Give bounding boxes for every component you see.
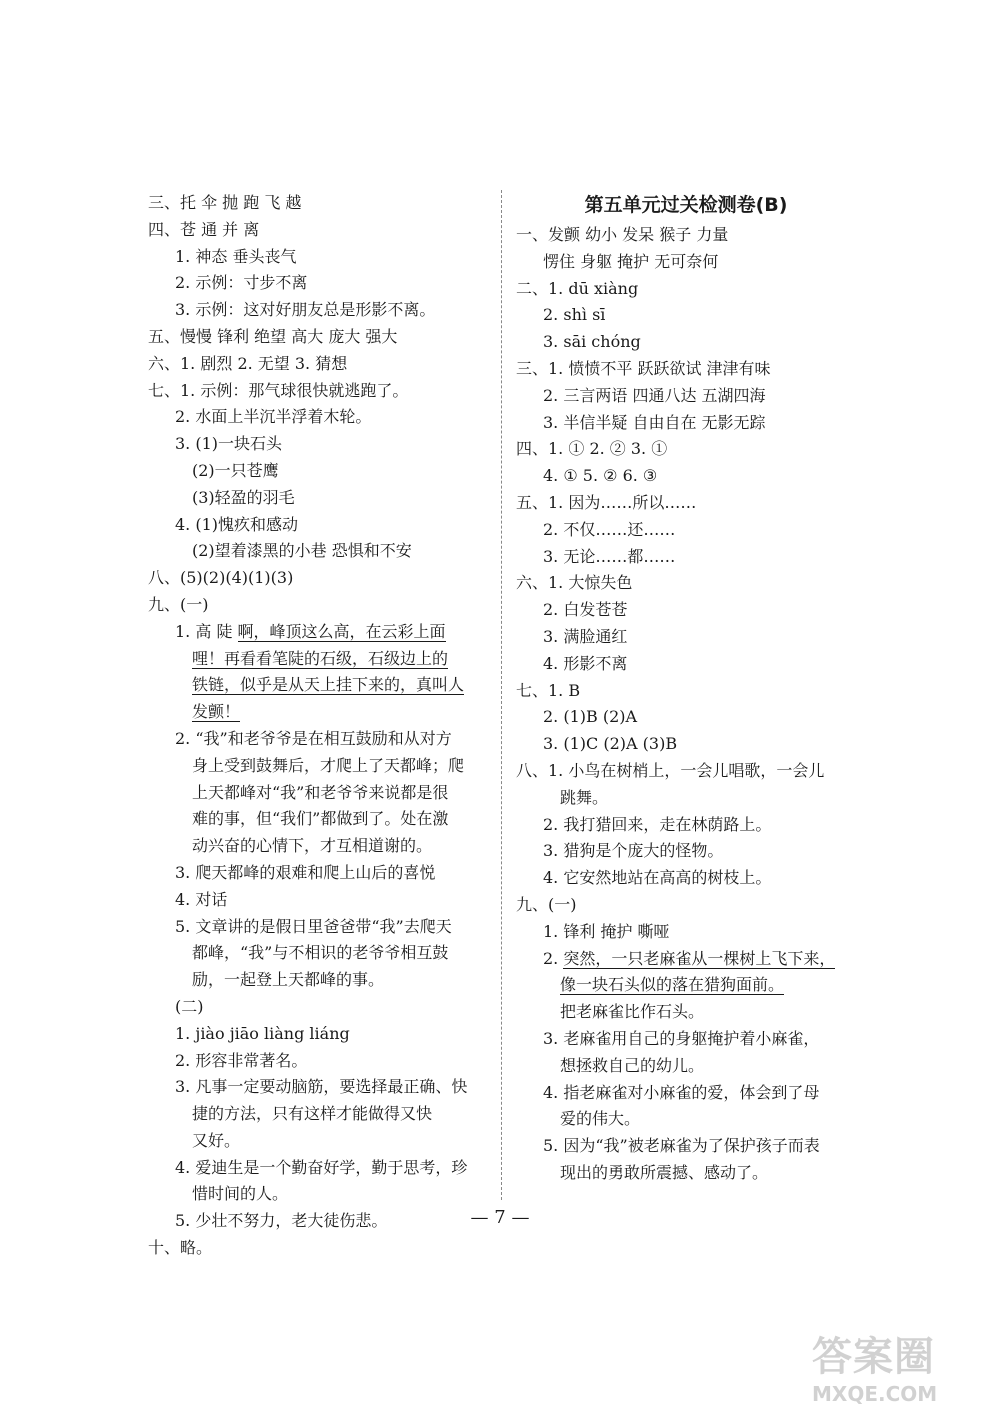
right-column — [516, 190, 856, 1187]
answer-line — [516, 383, 856, 410]
answer-line — [148, 646, 488, 673]
watermark-logo-text: 答案圈 — [812, 1334, 935, 1380]
answer-line — [148, 351, 488, 378]
answer-text: 三、托 伞 抛 跑 飞 越 — [148, 193, 302, 212]
answer-text: 4. 指老麻雀对小麻雀的爱，体会到了母 — [543, 1082, 820, 1102]
answer-line — [516, 1160, 856, 1187]
answer-text: 九、(一) — [148, 594, 209, 614]
answer-line — [148, 538, 488, 565]
answer-line — [148, 485, 488, 512]
answer-text: 动兴奋的心情下，才互相道谢的。 — [192, 836, 433, 856]
underlined-answer-text: 哩！再看看笔陡的石级，石级边上的 — [192, 648, 449, 668]
left-column — [148, 190, 488, 1262]
answer-text: 3. (1)一块石头 — [175, 434, 283, 454]
answer-text: 5. 因为“我”被老麻雀为了保护孩子而表 — [543, 1136, 820, 1156]
watermark-url: MXQE.COM — [812, 1382, 938, 1406]
answer-line — [516, 436, 856, 463]
answer-text: (二) — [175, 996, 204, 1016]
answer-text: (3)轻盈的羽毛 — [192, 487, 295, 507]
answer-text: 3. 示例：这对好朋友总是形影不离。 — [175, 300, 436, 320]
answer-line — [516, 624, 856, 651]
answer-text: 惜时间的人。 — [192, 1184, 289, 1204]
answer-line — [516, 758, 856, 785]
answer-text: 把老麻雀比作石头。 — [560, 1002, 705, 1022]
answer-line — [148, 404, 488, 431]
answer-line — [148, 806, 488, 833]
answer-line — [148, 994, 488, 1021]
answer-text: 上天都峰对“我”和老爷爷来说都是很 — [192, 782, 449, 802]
underlined-answer-text: 突然，一只老麻雀从一棵树上飞下来， — [563, 948, 836, 968]
answer-text: 跳舞。 — [560, 787, 609, 807]
answer-text: 二、1. dū xiàng — [516, 278, 639, 298]
answer-line — [516, 651, 856, 678]
answer-line — [516, 972, 856, 999]
answer-text: (2)一只苍鹰 — [192, 460, 279, 480]
underlined-answer-text: 啊，峰顶这么高，在云彩上面 — [237, 621, 446, 641]
answer-line — [516, 302, 856, 329]
answer-line — [148, 619, 488, 646]
answer-text: 一、发颤 幼小 发呆 猴子 力量 — [516, 225, 729, 244]
answer-line — [148, 324, 488, 351]
answer-text: 4. 它安然地站在高高的树枝上。 — [543, 868, 772, 888]
answer-line — [148, 270, 488, 297]
answer-line — [516, 999, 856, 1026]
answer-line — [148, 726, 488, 753]
answer-text: 2. 不仅……还…… — [543, 519, 676, 539]
answer-text: 1. 高 陡 — [175, 621, 238, 641]
answer-line — [148, 1074, 488, 1101]
watermark-logo — [812, 1325, 992, 1410]
answer-line — [148, 753, 488, 780]
answer-text: (2)望着漆黑的小巷 恐惧和不安 — [192, 541, 412, 561]
answer-line — [516, 544, 856, 571]
answer-text: 3. 无论……都…… — [543, 546, 676, 566]
answer-line — [516, 249, 856, 276]
answer-line — [516, 892, 856, 919]
answer-text: 都峰，“我”与不相识的老爷爷相互鼓 — [192, 943, 449, 963]
answer-line — [148, 190, 488, 217]
answer-line — [148, 244, 488, 271]
answer-text: 2. 白发苍苍 — [543, 600, 628, 620]
answer-text: 3. 猎狗是个庞大的怪物。 — [543, 841, 724, 861]
answer-line — [148, 592, 488, 619]
answer-line — [516, 785, 856, 812]
answer-text: 3. 半信半疑 自由自在 无影无踪 — [543, 412, 766, 432]
answer-text: 3. 老麻雀用自己的身躯掩护着小麻雀， — [543, 1028, 820, 1048]
section-title: 第五单元过关检测卷(B) — [584, 194, 788, 216]
answer-text: 十、略。 — [148, 1238, 213, 1258]
answer-text: 六、1. 大惊失色 — [516, 573, 633, 593]
answer-text: 五、1. 因为……所以…… — [516, 492, 697, 512]
answer-text: 2. “我”和老爷爷是在相互鼓励和从对方 — [175, 728, 452, 748]
answer-line — [148, 672, 488, 699]
answer-text: 四、1. ① 2. ② 3. ① — [516, 439, 668, 459]
answer-text: 三、1. 愤愤不平 跃跃欲试 津津有味 — [516, 358, 771, 378]
answer-text: 2. (1)B (2)A — [543, 707, 638, 727]
column-divider — [501, 190, 502, 1200]
answer-line — [148, 833, 488, 860]
answer-line — [516, 704, 856, 731]
answer-text: 1. jiào jiāo liàng liáng — [175, 1023, 350, 1043]
answer-line — [516, 1133, 856, 1160]
answer-line — [148, 887, 488, 914]
answer-line — [516, 570, 856, 597]
answer-text: 4. 爱迪生是一个勤奋好学，勤于思考，珍 — [175, 1157, 468, 1177]
answer-line — [148, 297, 488, 324]
answer-text: 捷的方法，只有这样才能做得又快 — [192, 1104, 433, 1124]
answer-line — [516, 919, 856, 946]
answer-text: 4. ① 5. ② 6. ③ — [543, 466, 658, 486]
underlined-answer-text: 发颤！ — [192, 702, 241, 722]
answer-text: 2. — [543, 948, 564, 968]
answer-text: 2. 形容非常著名。 — [175, 1050, 308, 1070]
answer-line — [516, 517, 856, 544]
answer-text: 六、1. 剧烈 2. 无望 3. 猜想 — [148, 353, 348, 373]
answer-text: 3. 满脸通红 — [543, 626, 628, 646]
answer-text: 励，一起登上天都峰的事。 — [192, 970, 385, 990]
answer-text: 九、(一) — [516, 894, 577, 914]
answer-text: 难的事，但“我们”都做到了。处在激 — [192, 809, 449, 829]
answer-line — [148, 458, 488, 485]
answer-line — [148, 512, 488, 539]
answer-line — [516, 1026, 856, 1053]
answer-text: 现出的勇敢所震撼、感动了。 — [560, 1162, 769, 1182]
answer-line — [516, 1080, 856, 1107]
answer-line — [148, 780, 488, 807]
answer-line — [148, 1101, 488, 1128]
answer-line — [148, 1155, 488, 1182]
answer-line — [148, 699, 488, 726]
answer-line — [516, 1053, 856, 1080]
answer-text: 3. 爬天都峰的艰难和爬上山后的喜悦 — [175, 862, 436, 882]
answer-text: 4. (1)愧疚和感动 — [175, 514, 299, 534]
answer-line — [148, 378, 488, 405]
answer-line — [516, 222, 856, 249]
answer-line — [148, 940, 488, 967]
answer-line — [516, 865, 856, 892]
answer-text: 3. sāi chóng — [543, 332, 641, 352]
answer-line — [516, 731, 856, 758]
answer-text: 爱的伟大。 — [560, 1109, 641, 1129]
answer-line — [148, 1235, 488, 1262]
answer-line — [148, 217, 488, 244]
answer-line — [516, 410, 856, 437]
answer-text: 1. 锋利 掩护 嘶哑 — [543, 921, 670, 941]
answer-text: 3. 凡事一定要动脑筋，要选择最正确、快 — [175, 1077, 468, 1097]
answer-line — [148, 431, 488, 458]
answer-text: 2. 三言两语 四通八达 五湖四海 — [543, 385, 766, 405]
page-number: — 7 — — [470, 1207, 530, 1228]
answer-line — [516, 490, 856, 517]
answer-text: 八、(5)(2)(4)(1)(3) — [148, 568, 294, 588]
answer-text: 2. shì sī — [543, 305, 606, 325]
answer-text: 四、苍 通 并 离 — [148, 219, 260, 239]
answer-line — [516, 276, 856, 303]
answer-line — [516, 838, 856, 865]
answer-line — [516, 812, 856, 839]
answer-line — [516, 597, 856, 624]
answer-line — [148, 860, 488, 887]
answer-text: 想拯救自己的幼儿。 — [560, 1055, 705, 1075]
answer-text: 4. 对话 — [175, 889, 228, 909]
answer-text: 2. 水面上半沉半浮着木轮。 — [175, 407, 372, 427]
answer-text: 5. 少壮不努力，老大徒伤悲。 — [175, 1211, 388, 1231]
answer-line — [516, 329, 856, 356]
answer-line — [516, 1106, 856, 1133]
answer-line — [148, 1048, 488, 1075]
answer-text: 3. (1)C (2)A (3)B — [543, 734, 678, 754]
answer-line — [148, 565, 488, 592]
answer-line — [516, 356, 856, 383]
answer-text: 八、1. 小鸟在树梢上，一会儿唱歌，一会儿 — [516, 760, 825, 780]
answer-text: 身上受到鼓舞后，才爬上了天都峰；爬 — [192, 755, 465, 775]
answer-line — [148, 1181, 488, 1208]
answer-text: 七、1. 示例：那气球很快就逃跑了。 — [148, 380, 409, 400]
answer-text: 4. 形影不离 — [543, 653, 628, 673]
answer-line — [148, 1021, 488, 1048]
answer-line — [148, 1128, 488, 1155]
answer-text: 2. 示例：寸步不离 — [175, 273, 308, 293]
answer-text: 1. 神态 垂头丧气 — [175, 246, 297, 266]
answer-text: 五、慢慢 锋利 绝望 高大 庞大 强大 — [148, 326, 398, 346]
underlined-answer-text: 像一块石头似的落在猎狗面前。 — [560, 975, 785, 995]
answer-line — [516, 678, 856, 705]
answer-text: 5. 文章讲的是假日里爸爸带“我”去爬天 — [175, 916, 452, 936]
answer-text: 又好。 — [192, 1130, 241, 1150]
answer-line — [148, 967, 488, 994]
answer-line — [516, 463, 856, 490]
answer-text: 七、1. B — [516, 680, 581, 700]
answer-text: 愣住 身躯 掩护 无可奈何 — [543, 251, 719, 271]
answer-line — [148, 914, 488, 941]
answer-text: 2. 我打猎回来，走在林荫路上。 — [543, 814, 772, 834]
answer-line — [516, 946, 856, 973]
underlined-answer-text: 铁链，似乎是从天上挂下来的，真叫人 — [192, 675, 465, 695]
